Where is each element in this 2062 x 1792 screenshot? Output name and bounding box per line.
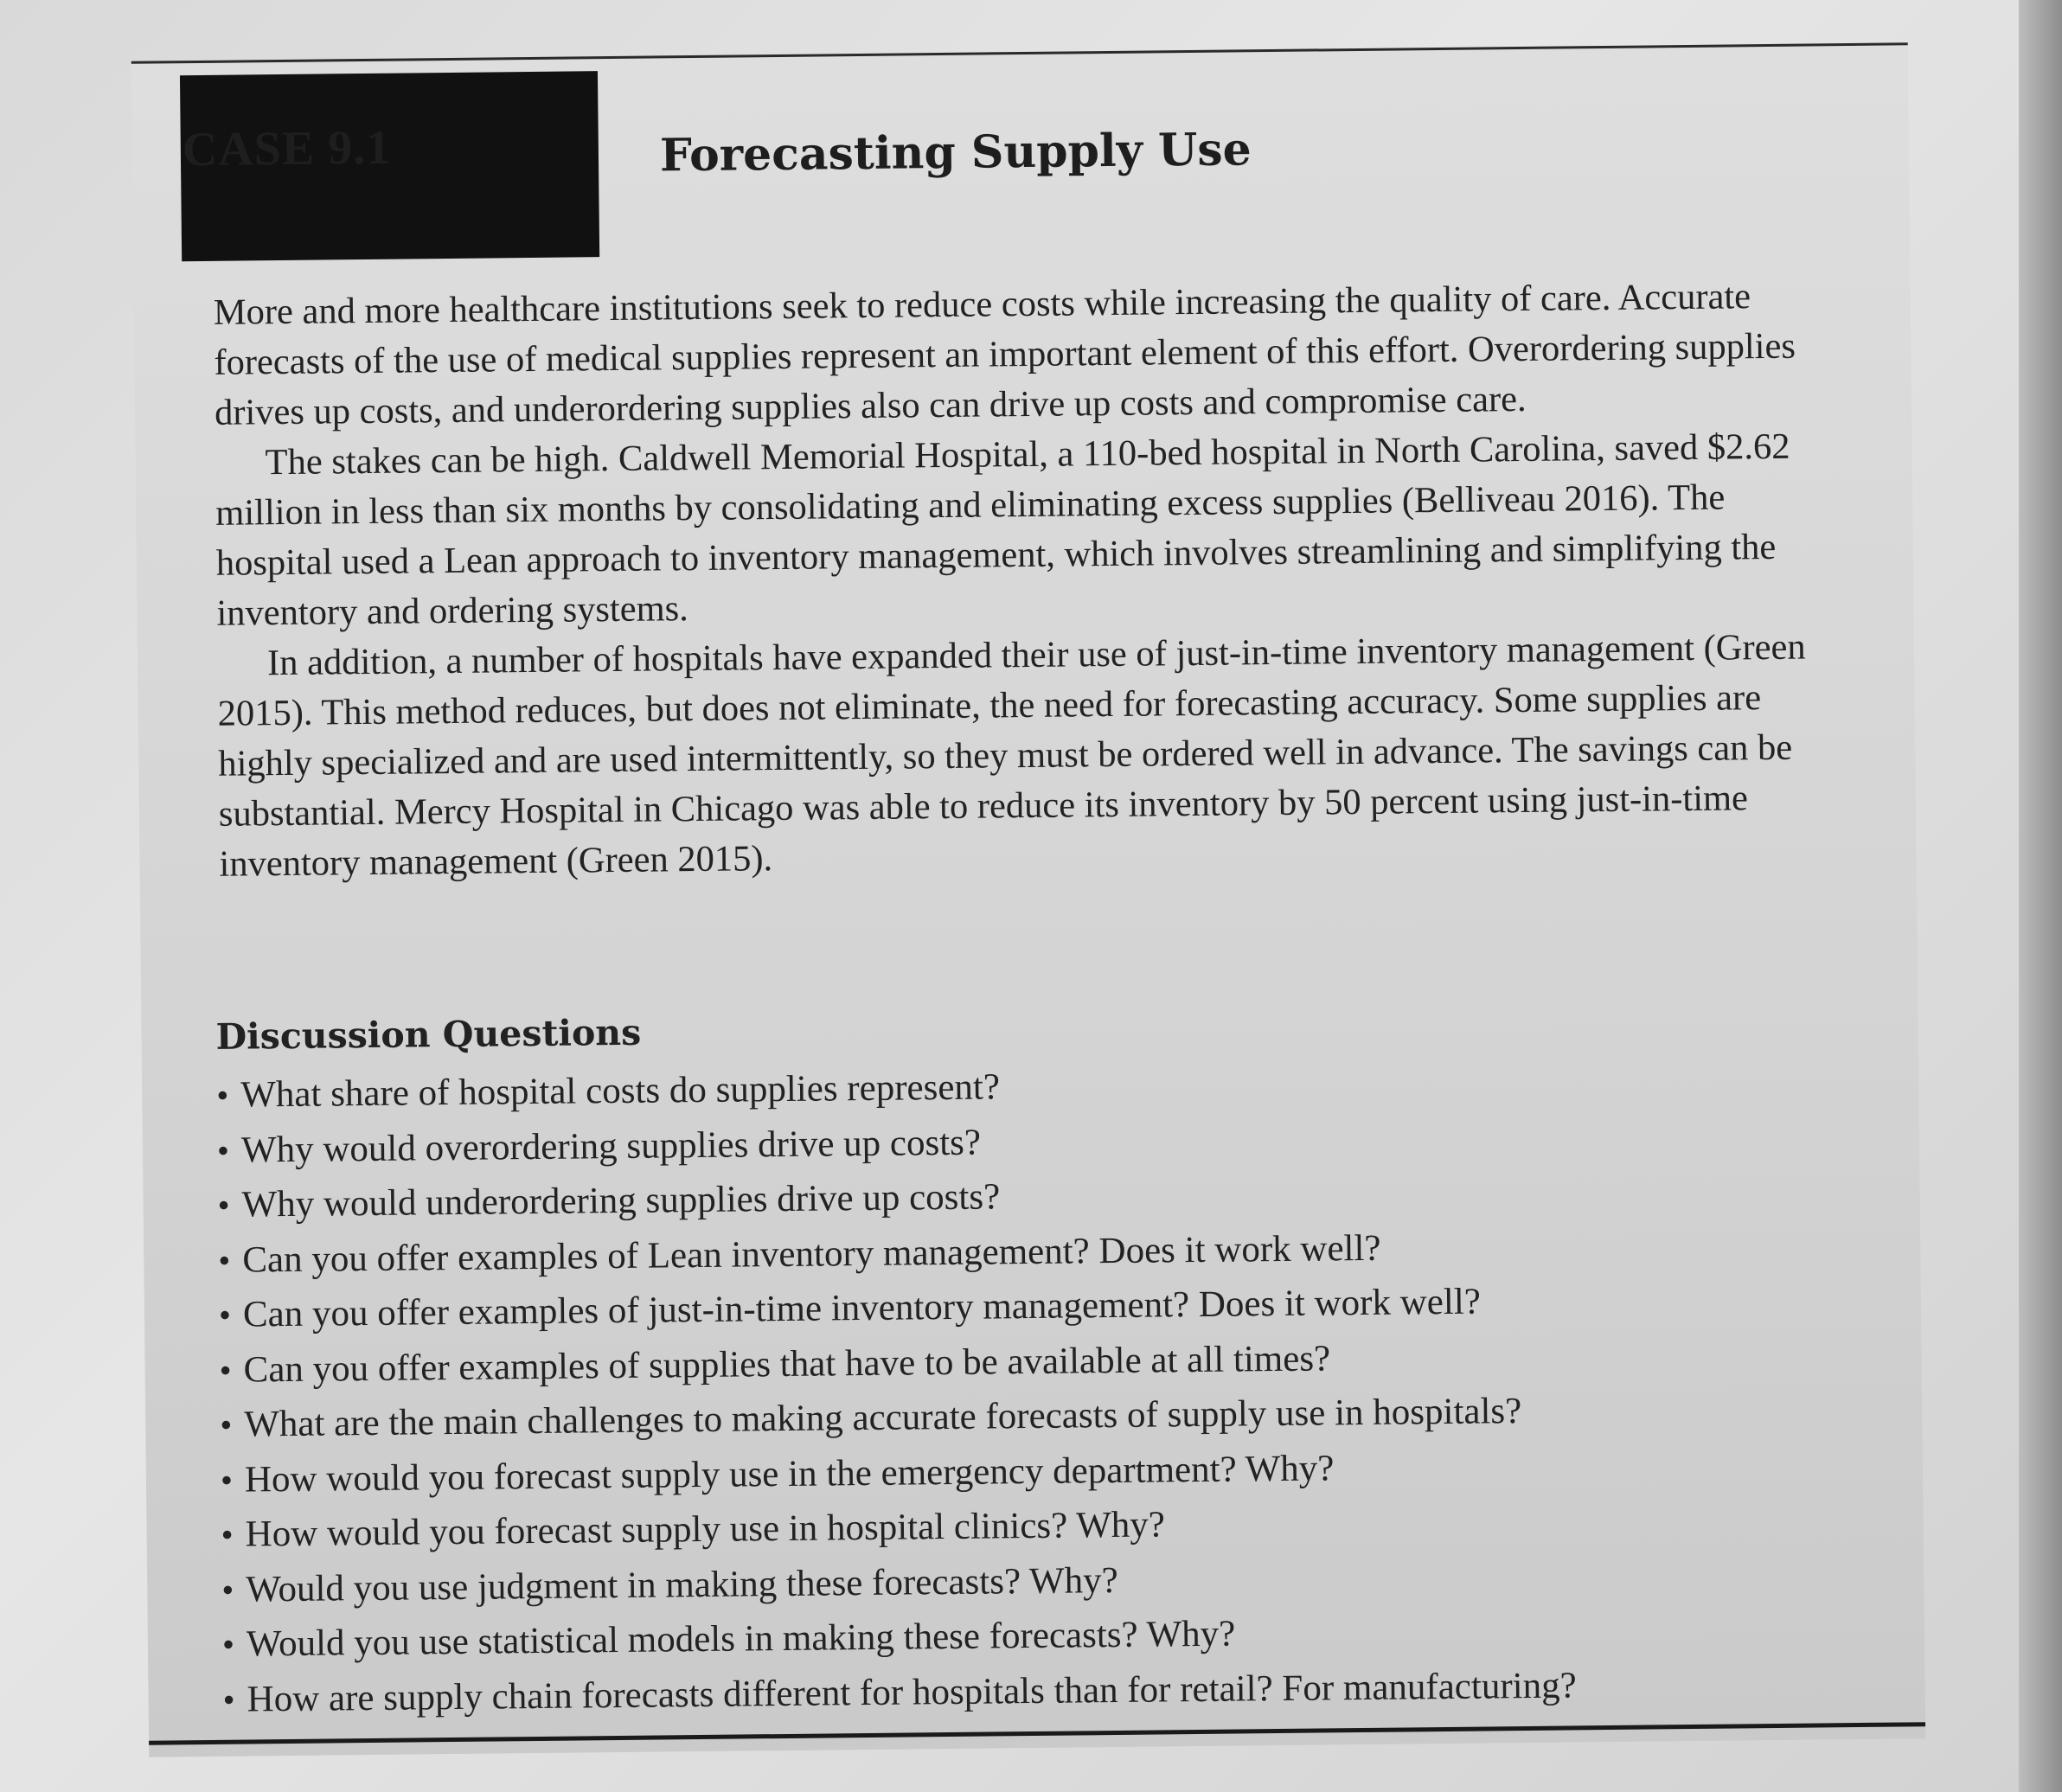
question-text: How would you forecast supply use in hospital clinics? Why? <box>245 1504 1166 1555</box>
question-text: What are the main challenges to making accurate forecasts of supply use in hospitals? <box>244 1391 1522 1445</box>
question-text: Would you use statistical models in making these forecasts? Why? <box>246 1613 1236 1665</box>
bullet-icon: • <box>221 1570 234 1610</box>
paragraph-3: In addition, a number of hospitals have expanded their use of just-in-time inventory management (Green 2015). This method reduces, but does not eliminate, the need for forecasting accuracy. Some supplies are highly specialized and are used intermittently, so they must be ordered well in advance. The savings can be substantial. Mercy Hospital in Chicago was able to reduce its inventory by 50 percent using just-in-time inventory management (Green 2015). <box>217 626 1806 885</box>
question-text: Can you offer examples of Lean inventory management? Does it work well? <box>242 1227 1381 1281</box>
case-title: Forecasting Supply Use <box>659 123 1252 182</box>
bullet-icon: • <box>221 1514 234 1554</box>
bullet-icon: • <box>218 1295 232 1334</box>
bullet-icon: • <box>216 1130 230 1170</box>
bullet-icon: • <box>222 1680 235 1719</box>
question-text: Can you offer examples of just-in-time inventory management? Does it work well? <box>242 1281 1482 1335</box>
bullet-icon: • <box>219 1350 232 1390</box>
paragraph-2: The stakes can be high. Caldwell Memorial Hospital, a 110-bed hospital in North Carolina, saved $2.62 million in less than six months by consolidating and eliminating excess supplies (Belliveau 2016). The hospital used a Lean approach to inventory management, which involves streamlining and simplifying the inventory and ordering systems. <box>215 426 1790 634</box>
question-text: Would you use judgment in making these forecasts? Why? <box>246 1559 1118 1610</box>
discussion-heading: Discussion Questions <box>215 1011 642 1058</box>
question-text: Why would overordering supplies drive up costs? <box>240 1122 982 1171</box>
case-label: CASE 9.1 <box>182 120 392 177</box>
case-body <box>214 271 1846 890</box>
discussion-section <box>215 989 1867 1727</box>
question-text: Can you offer examples of supplies that have to be available at all times? <box>243 1337 1331 1391</box>
question-text: How would you forecast supply use in the emergency department? Why? <box>244 1447 1335 1501</box>
bullet-icon: • <box>220 1405 233 1444</box>
question-text: How are supply chain forecasts different for hospitals than for retail? For manufacturing? <box>247 1664 1577 1720</box>
bullet-icon: • <box>216 1075 229 1115</box>
question-list <box>216 1051 1867 1727</box>
bullet-icon: • <box>220 1460 234 1500</box>
textbook-page <box>131 42 1925 1757</box>
bottom-rule <box>149 1722 1925 1745</box>
bullet-icon: • <box>221 1624 235 1664</box>
question-text: Why would underordering supplies drive up costs? <box>241 1176 1001 1226</box>
bullet-icon: • <box>217 1185 230 1225</box>
question-text: What share of hospital costs do supplies represent? <box>240 1066 1001 1116</box>
screen-edge <box>2019 0 2062 1792</box>
paragraph-1: More and more healthcare institutions seek to reduce costs while increasing the quality of care. Accurate forecasts of the use of medical supplies represent an important element of this effort. Overordering supplies drives up costs, and underordering supplies also can drive up costs and compromise care. <box>213 276 1796 433</box>
bullet-icon: • <box>218 1240 231 1280</box>
